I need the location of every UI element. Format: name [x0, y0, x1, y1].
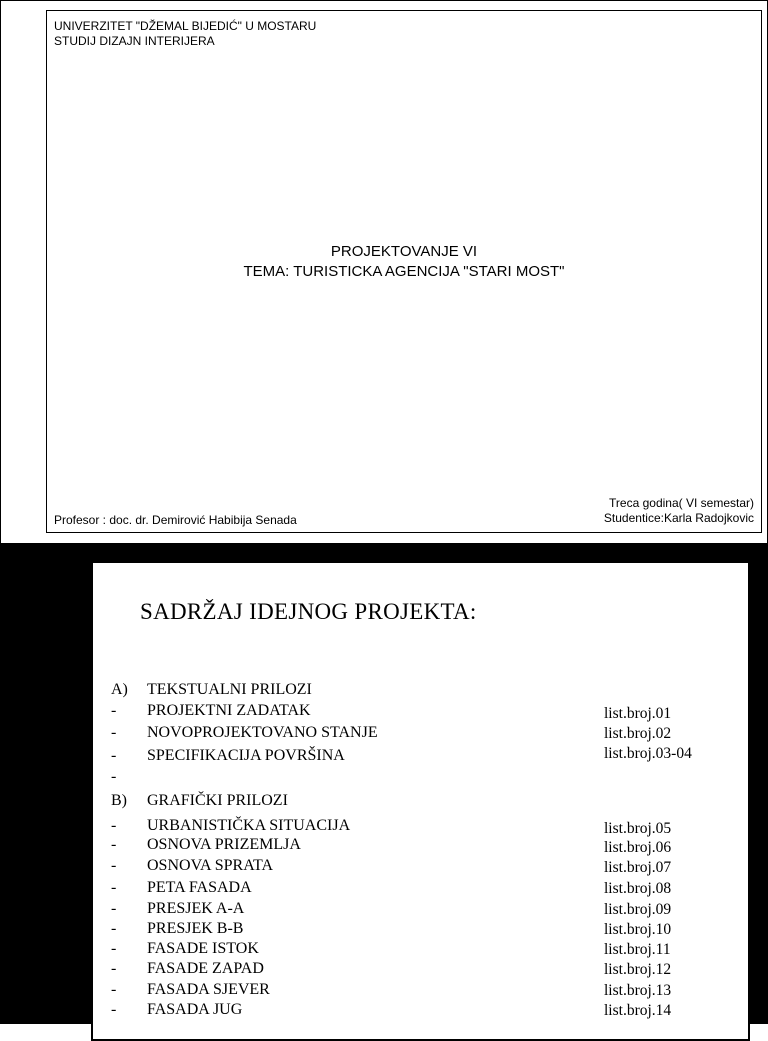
list-item-label: OSNOVA SPRATA — [147, 857, 274, 874]
list-item-label: PRESJEK A-A — [147, 900, 245, 917]
list-item-label: GRAFIČKI PRILOZI — [147, 792, 288, 809]
list-item-label: OSNOVA PRIZEMLJA — [147, 836, 301, 853]
list-item-sheet-ref: list.broj.02 — [604, 725, 672, 742]
list-item — [111, 856, 731, 876]
cover-frame — [46, 10, 762, 533]
list-item-label: FASADE ZAPAD — [147, 960, 264, 977]
list-item-marker: - — [111, 981, 117, 998]
institution-header — [54, 19, 316, 49]
list-item-marker: - — [111, 768, 117, 785]
list-item-sheet-ref: list.broj.06 — [604, 839, 672, 856]
list-item-marker: - — [111, 1001, 117, 1018]
list-item-label: PETA FASADA — [147, 879, 252, 896]
list-item — [111, 767, 731, 787]
list-item — [111, 939, 731, 959]
course-title: PROJEKTOVANJE VI — [330, 243, 478, 260]
list-item-label: PRESJEK B-B — [147, 920, 244, 937]
contents-title: SADRŽAJ IDEJNOG PROJEKTA: — [140, 599, 477, 624]
list-item — [111, 680, 731, 700]
list-item-marker: - — [111, 702, 117, 719]
list-item-marker: - — [111, 900, 117, 917]
list-item — [111, 746, 731, 766]
year-label: Treca godina( VI semestar) — [609, 496, 754, 510]
list-item-label: URBANISTIČKA SITUACIJA — [147, 817, 351, 834]
list-item-marker: - — [111, 857, 117, 874]
list-item-label: TEKSTUALNI PRILOZI — [147, 681, 312, 698]
institution-name: UNIVERZITET "DŽEMAL BIJEDIĆ" U MOSTARU — [54, 19, 317, 33]
list-item-marker: - — [111, 960, 117, 977]
list-item-sheet-ref: list.broj.01 — [604, 705, 672, 722]
list-item-marker: - — [111, 879, 117, 896]
study-program: STUDIJ DIZAJN INTERIJERA — [54, 34, 215, 48]
list-item-label: FASADA SJEVER — [147, 981, 270, 998]
list-item-marker: - — [111, 817, 117, 834]
list-item-sheet-ref: list.broj.08 — [604, 880, 672, 897]
list-item-sheet-ref: list.broj.05 — [604, 820, 672, 837]
list-item-sheet-ref: list.broj.10 — [604, 921, 672, 938]
list-item-marker: A) — [111, 681, 128, 698]
list-item-label: NOVOPROJEKTOVANO STANJE — [147, 724, 378, 741]
list-item-sheet-ref: list.broj.13 — [604, 982, 672, 999]
contents-sheet — [91, 561, 750, 1041]
list-item-label: FASADE ISTOK — [147, 940, 259, 957]
list-item-sheet-ref: list.broj.07 — [604, 859, 672, 876]
list-item — [111, 878, 731, 898]
list-item-marker: B) — [111, 792, 127, 809]
list-item — [111, 791, 731, 811]
list-item-label: PROJEKTNI ZADATAK — [147, 702, 311, 719]
list-item — [111, 816, 731, 836]
list-item-marker: - — [111, 724, 117, 741]
list-item-marker: - — [111, 747, 117, 764]
list-item-marker: - — [111, 836, 117, 853]
contents-page — [0, 544, 768, 1024]
student-info — [604, 496, 754, 526]
project-title-block — [47, 242, 761, 282]
list-item — [111, 899, 731, 919]
list-item — [111, 723, 731, 743]
list-item-label: FASADA JUG — [147, 1001, 243, 1018]
list-item — [111, 701, 731, 721]
list-item-sheet-ref: list.broj.03-04 — [604, 745, 692, 762]
list-item-label: SPECIFIKACIJA POVRŠINA — [147, 747, 345, 764]
list-item-sheet-ref: list.broj.11 — [604, 941, 671, 958]
professor-label: Profesor : doc. dr. Demirović Habibija Senada — [54, 513, 297, 527]
list-item-marker: - — [111, 920, 117, 937]
list-item-sheet-ref: list.broj.14 — [604, 1002, 672, 1019]
list-item-sheet-ref: list.broj.09 — [604, 901, 672, 918]
list-item-sheet-ref: list.broj.12 — [604, 961, 672, 978]
list-item — [111, 919, 731, 939]
list-item — [111, 959, 731, 979]
topic-title: TEMA: TURISTICKA AGENCIJA "STARI MOST" — [243, 263, 565, 280]
list-item — [111, 1000, 731, 1020]
list-item-marker: - — [111, 940, 117, 957]
list-item — [111, 980, 731, 1000]
student-label: Studentice:Karla Radojkovic — [603, 511, 754, 525]
list-item — [111, 835, 731, 855]
